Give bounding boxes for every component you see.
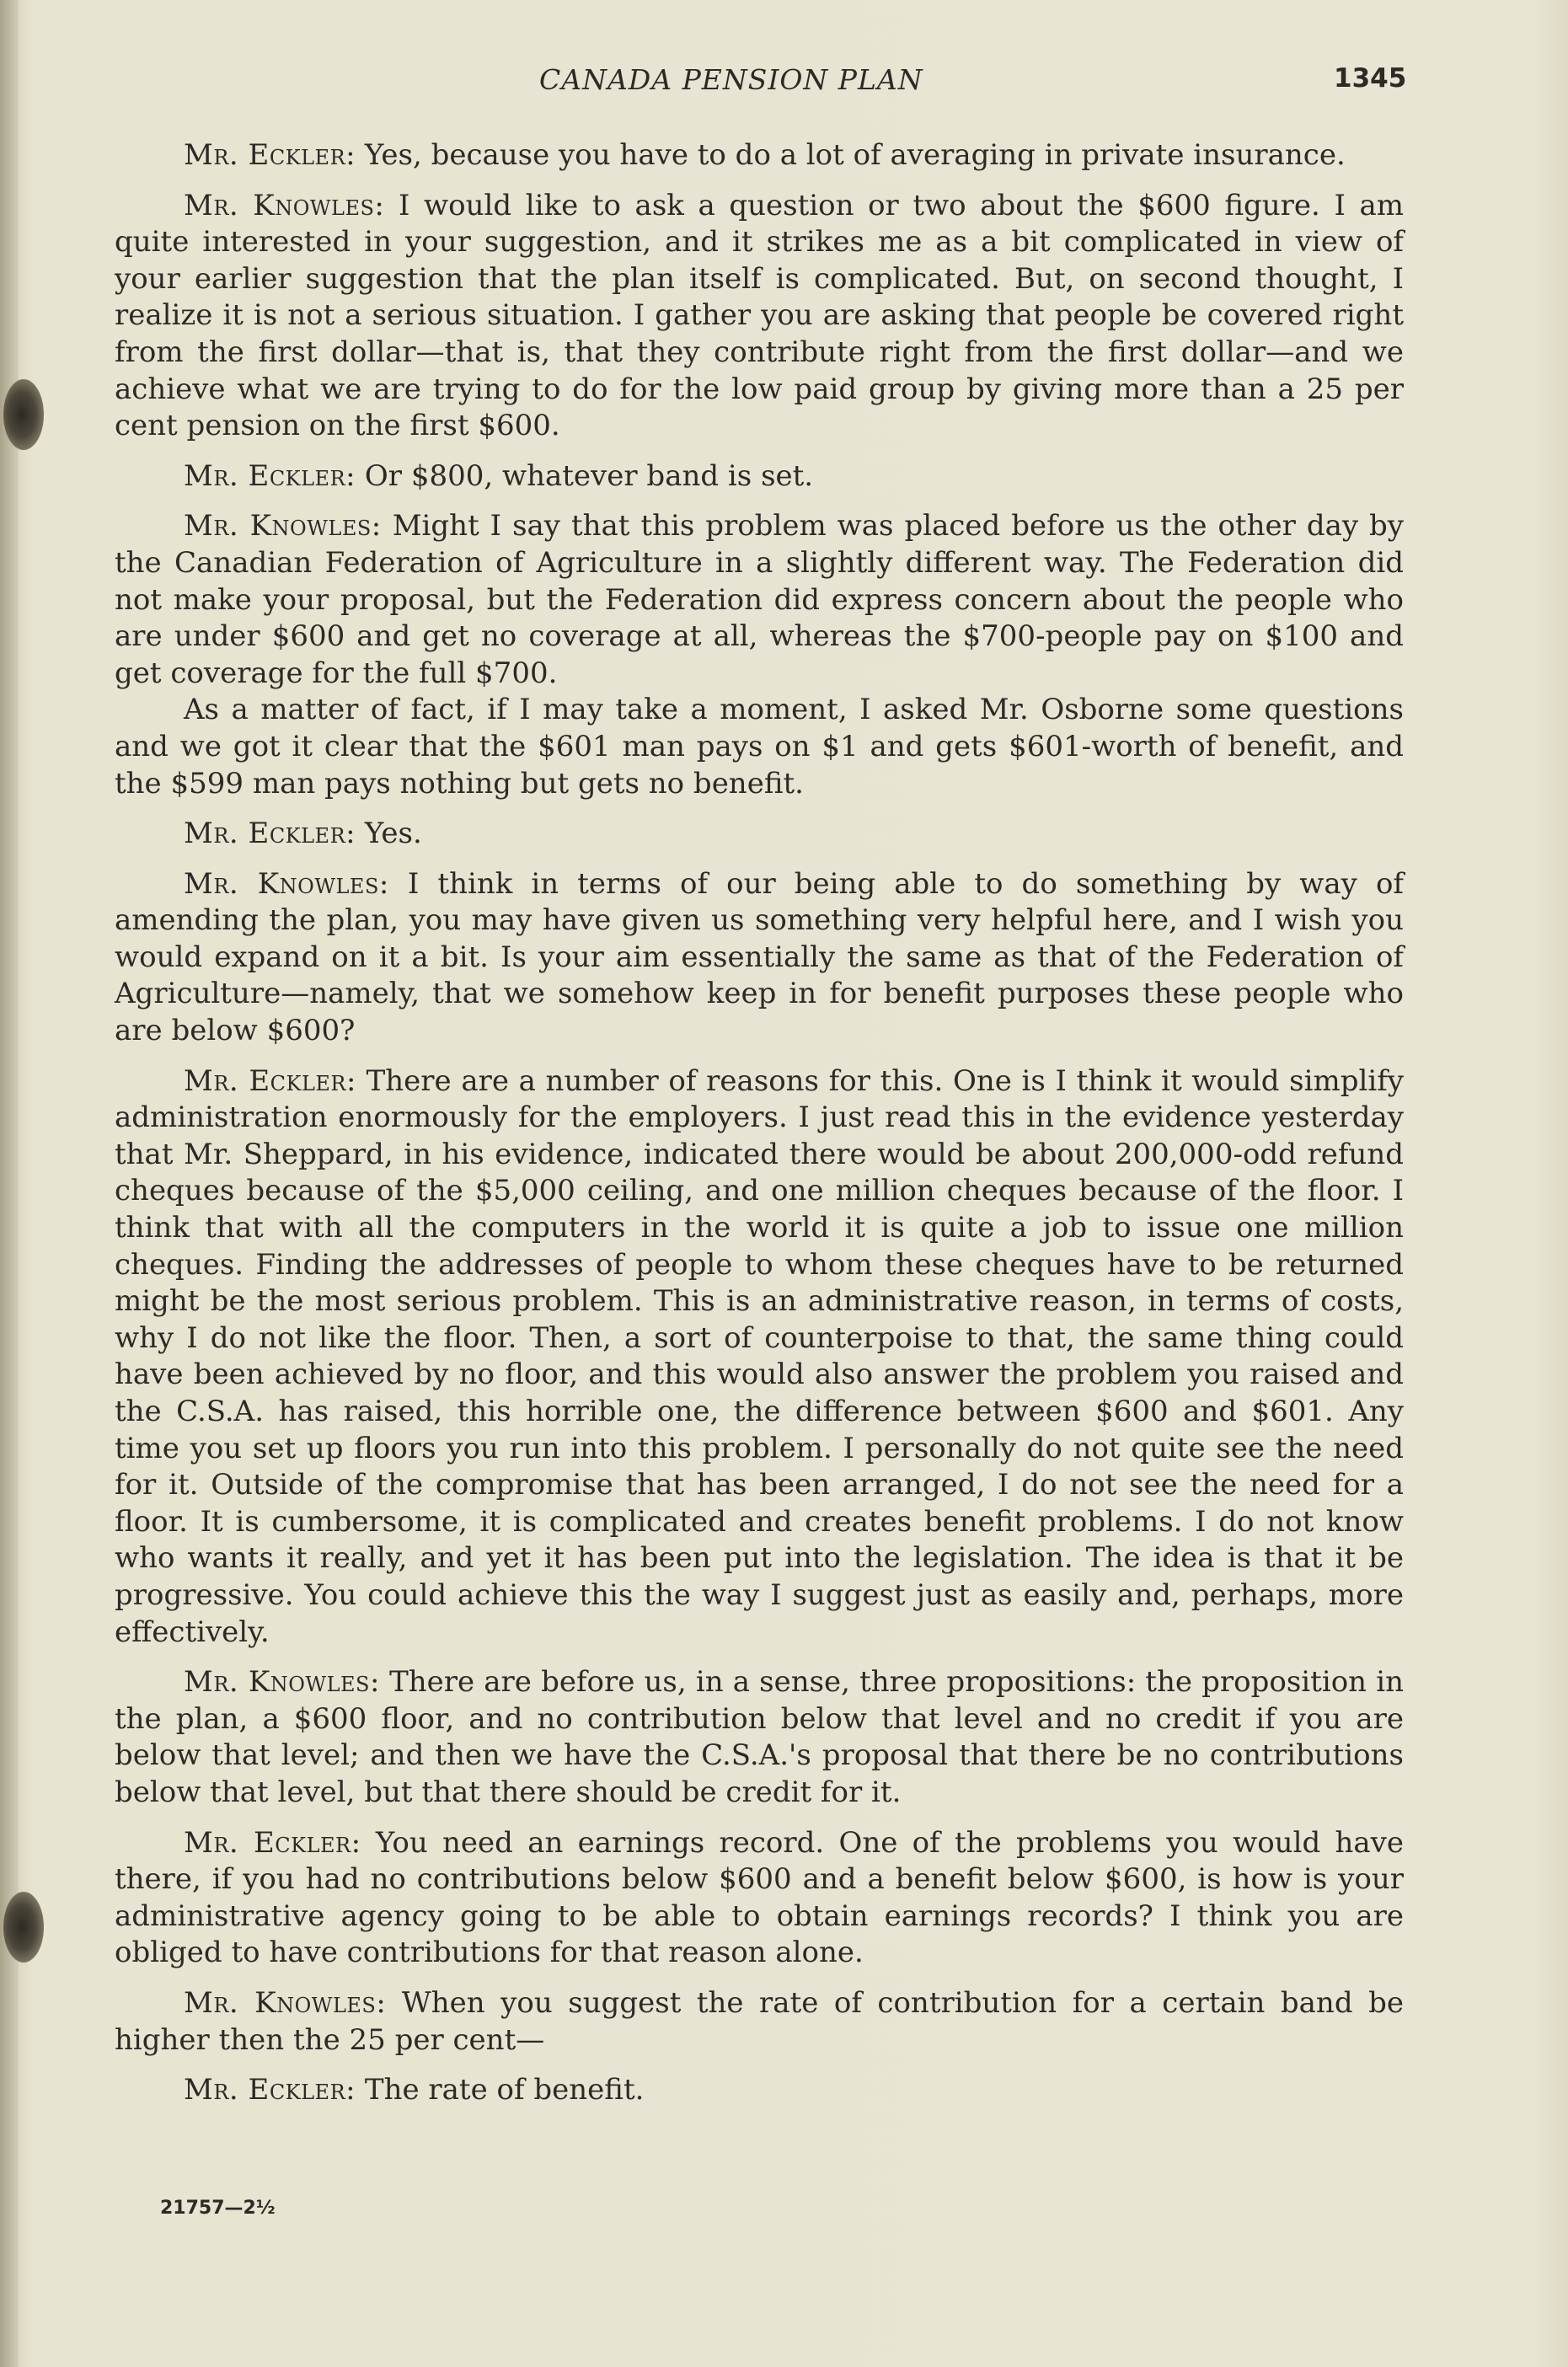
- speaker-label: Mr. Knowles:: [184, 866, 389, 901]
- speech-text: You need an earnings record. One of the problems you would have there, if you had no contributions below $600 and a benefit below $600, is how is your administrative agency going to be able to obtain earnings records? I think you are obliged to have contributions for that reason alone.: [115, 1825, 1404, 1970]
- binding-hole-lower: [3, 1892, 44, 1963]
- speaker-label: Mr. Eckler:: [184, 1063, 356, 1098]
- speech-text: The rate of benefit.: [364, 2073, 645, 2107]
- speaker-label: Mr. Eckler:: [184, 1825, 361, 1860]
- transcript-paragraph: [115, 188, 1404, 445]
- transcript-paragraph: [115, 458, 1404, 495]
- transcript-paragraph: [115, 2072, 1404, 2109]
- speech-text: Yes, because you have to do a lot of averaging in private insurance.: [364, 138, 1346, 172]
- binding-hole-upper: [3, 379, 44, 450]
- speech-text: Might I say that this problem was placed before us the other day by the Canadian Federation of Agriculture in a slightly different way. The Federation did not make your proposal, but the Federation did express concern about the people who are under $600 and get no coverage at all, whereas the $700-people pay on $100 and get coverage for the full $700.: [115, 509, 1404, 690]
- transcript-paragraph: [115, 692, 1404, 802]
- speech-text: As a matter of fact, if I may take a moment, I asked Mr. Osborne some questions and we got it clear that the $601 man pays on $1 and gets $601-worth of benefit, and the $599 man pays nothing but gets no benefit.: [115, 693, 1404, 801]
- speech-text: When you suggest the rate of contribution for a certain band be higher then the 25 per cent—: [115, 1985, 1404, 2057]
- transcript-paragraph: [115, 1825, 1404, 1972]
- speaker-label: Mr. Eckler:: [184, 458, 356, 493]
- transcript-paragraph: [115, 1664, 1404, 1811]
- speech-text: There are a number of reasons for this. One is I think it would simplify administration enormously for the employers. I just read this in the evidence yesterday that Mr. Sheppard, in his evidence, indicated there would be about 200,000-odd refund cheques because of the $5,000 ceiling, and one million cheques because of the floor. I think that with all the computers in the world it is quite a job to issue one million cheques. Finding the addresses of people to whom these cheques have to be returned might be the most serious problem. This is an administrative reason, in terms of costs, why I do not like the floor. Then, a sort of counterpoise to that, the same thing could have been achieved by no floor, and this would also answer the problem you raised and the C.S.A. has raised, this horrible one, the difference between $600 and $601. Any time you set up floors you run into this problem. I personally do not quite see the need for it. Outside of the compromise that has been arranged, I do not see the need for a floor. It is cumbersome, it is complicated and creates benefit problems. I do not know who wants it really, and yet it has been put into the legislation. The idea is that it be progressive. You could achieve this the way I suggest just as easily and, perhaps, more effectively.: [115, 1063, 1404, 1649]
- speech-text: I think in terms of our being able to do something by way of amending the plan, you may have given us something very helpful here, and I wish you would expand on it a bit. Is your aim essentially the same as that of the Federation of Agriculture—namely, that we somehow keep in for benefit purposes these people who are below $600?: [115, 866, 1404, 1048]
- speech-text: Yes.: [364, 817, 422, 851]
- running-head: [0, 63, 1568, 105]
- page-binding-edge: [0, 0, 19, 2367]
- speaker-label: Mr. Knowles:: [184, 1985, 387, 2020]
- running-title: CANADA PENSION PLAN: [539, 63, 923, 96]
- speaker-label: Mr. Knowles:: [184, 1665, 380, 1700]
- transcript-paragraph: [115, 816, 1404, 853]
- page-number: 1345: [1334, 63, 1407, 94]
- speaker-label: Mr. Eckler:: [184, 138, 356, 172]
- transcript-body: [115, 137, 1404, 2123]
- transcript-paragraph: [115, 508, 1404, 692]
- speech-text: Or $800, whatever band is set.: [364, 458, 814, 493]
- speech-text: There are before us, in a sense, three propositions: the proposition in the plan, a $600 floor, and no contribution below that level and no credit if you are below that level; and then we have the C.S.A.'s proposal that there be no contributions below that level, but that there should be credit for it.: [115, 1665, 1404, 1809]
- speech-text: I would like to ask a question or two about the $600 figure. I am quite interested in your suggestion, and it strikes me as a bit complicated in view of your earlier suggestion that the plan itself is complicated. But, on second thought, I realize it is not a serious situation. I gather you are asking that people be covered right from the first dollar—that is, that they contribute right from the first dollar—and we achieve what we are trying to do for the low paid group by giving more than a 25 per cent pension on the first $600.: [115, 188, 1404, 443]
- speaker-label: Mr. Knowles:: [184, 188, 385, 222]
- speaker-label: Mr. Eckler:: [184, 817, 356, 851]
- transcript-paragraph: [115, 1063, 1404, 1652]
- printer-signature-mark: 21757—2½: [160, 2198, 276, 2219]
- speaker-label: Mr. Knowles:: [184, 509, 382, 544]
- transcript-paragraph: [115, 1985, 1404, 2059]
- speaker-label: Mr. Eckler:: [184, 2073, 356, 2107]
- transcript-paragraph: [115, 137, 1404, 174]
- transcript-paragraph: [115, 866, 1404, 1050]
